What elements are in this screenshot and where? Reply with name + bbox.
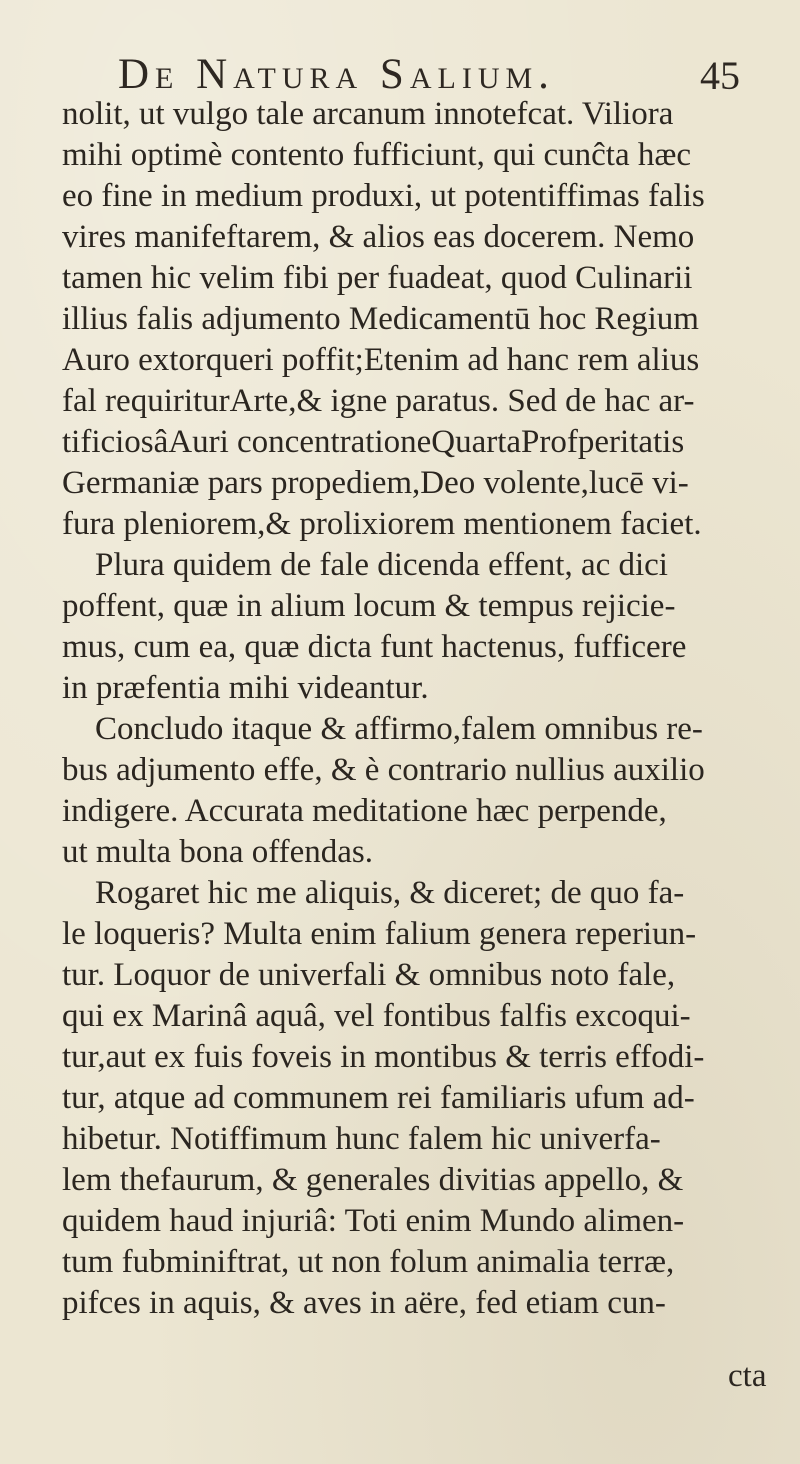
text-line: tum fubminiftrat, ut non folum animalia terræ, <box>62 1244 675 1280</box>
text-line: fura pleniorem,& prolixiorem mentionem faciet. <box>62 506 702 542</box>
text-line: ut multa bona offendas. <box>62 834 373 870</box>
text-line: Concludo itaque & affirmo,falem omnibus re- <box>95 711 703 747</box>
text-line: tur, atque ad communem rei familiaris ufum ad- <box>62 1080 695 1116</box>
text-line: Germaniæ pars propediem,Deo volente,lucē vi- <box>62 465 689 501</box>
text-line: Rogaret hic me aliquis, & diceret; de quo fa- <box>95 875 685 911</box>
text-line: pifces in aquis, & aves in aëre, fed etiam cun- <box>62 1285 666 1321</box>
text-line: Auro extorqueri poffit;Etenim ad hanc rem alius <box>62 342 700 378</box>
text-line: hibetur. Notiffimum hunc falem hic univerfa- <box>62 1121 661 1157</box>
text-line: indigere. Accurata meditatione hæc perpende, <box>62 793 667 829</box>
text-line: poffent, quæ in alium locum & tempus rejicie- <box>62 588 676 624</box>
text-line: tur,aut ex fuis foveis in montibus & terris effodi- <box>62 1039 705 1075</box>
page-number: 45 <box>700 53 740 98</box>
text-line: le loqueris? Multa enim falium genera reperiun- <box>62 916 697 952</box>
text-line: mihi optimè contento fufficiunt, qui cunĉta hæc <box>62 137 691 173</box>
running-title: De Natura Salium. <box>118 51 555 98</box>
text-line: lem thefaurum, & generales divitias appello, & <box>62 1162 684 1198</box>
text-line: tur. Loquor de univerfali & omnibus noto fale, <box>62 957 676 993</box>
text-line: Plura quidem de fale dicenda effent, ac dici <box>95 547 668 583</box>
text-line: nolit, ut vulgo tale arcanum innotefcat. Viliora <box>62 96 674 132</box>
text-line: bus adjumento effe, & è contrario nullius auxilio <box>62 752 705 788</box>
text-line: tificiosâAuri concentrationeQuartaProfperitatis <box>62 424 685 460</box>
catchword: cta <box>728 1358 767 1394</box>
text-line: mus, cum ea, quæ dicta funt hactenus, fufficere <box>62 629 687 665</box>
text-line: quidem haud injuriâ: Toti enim Mundo alimen- <box>62 1203 685 1239</box>
text-line: illius falis adjumento Medicamentū hoc Regium <box>62 301 699 337</box>
text-line: tamen hic velim fibi per fuadeat, quod Culinarii <box>62 260 693 296</box>
text-line: eo fine in medium produxi, ut potentiffimas falis <box>62 178 705 214</box>
text-line: fal requiriturArte,& igne paratus. Sed de hac ar- <box>62 383 695 419</box>
text-line: in præfentia mihi videantur. <box>62 670 429 706</box>
text-line: qui ex Marinâ aquâ, vel fontibus falfis excoqui- <box>62 998 691 1034</box>
text-line: vires manifeftarem, & alios eas docerem. Nemo <box>62 219 695 255</box>
